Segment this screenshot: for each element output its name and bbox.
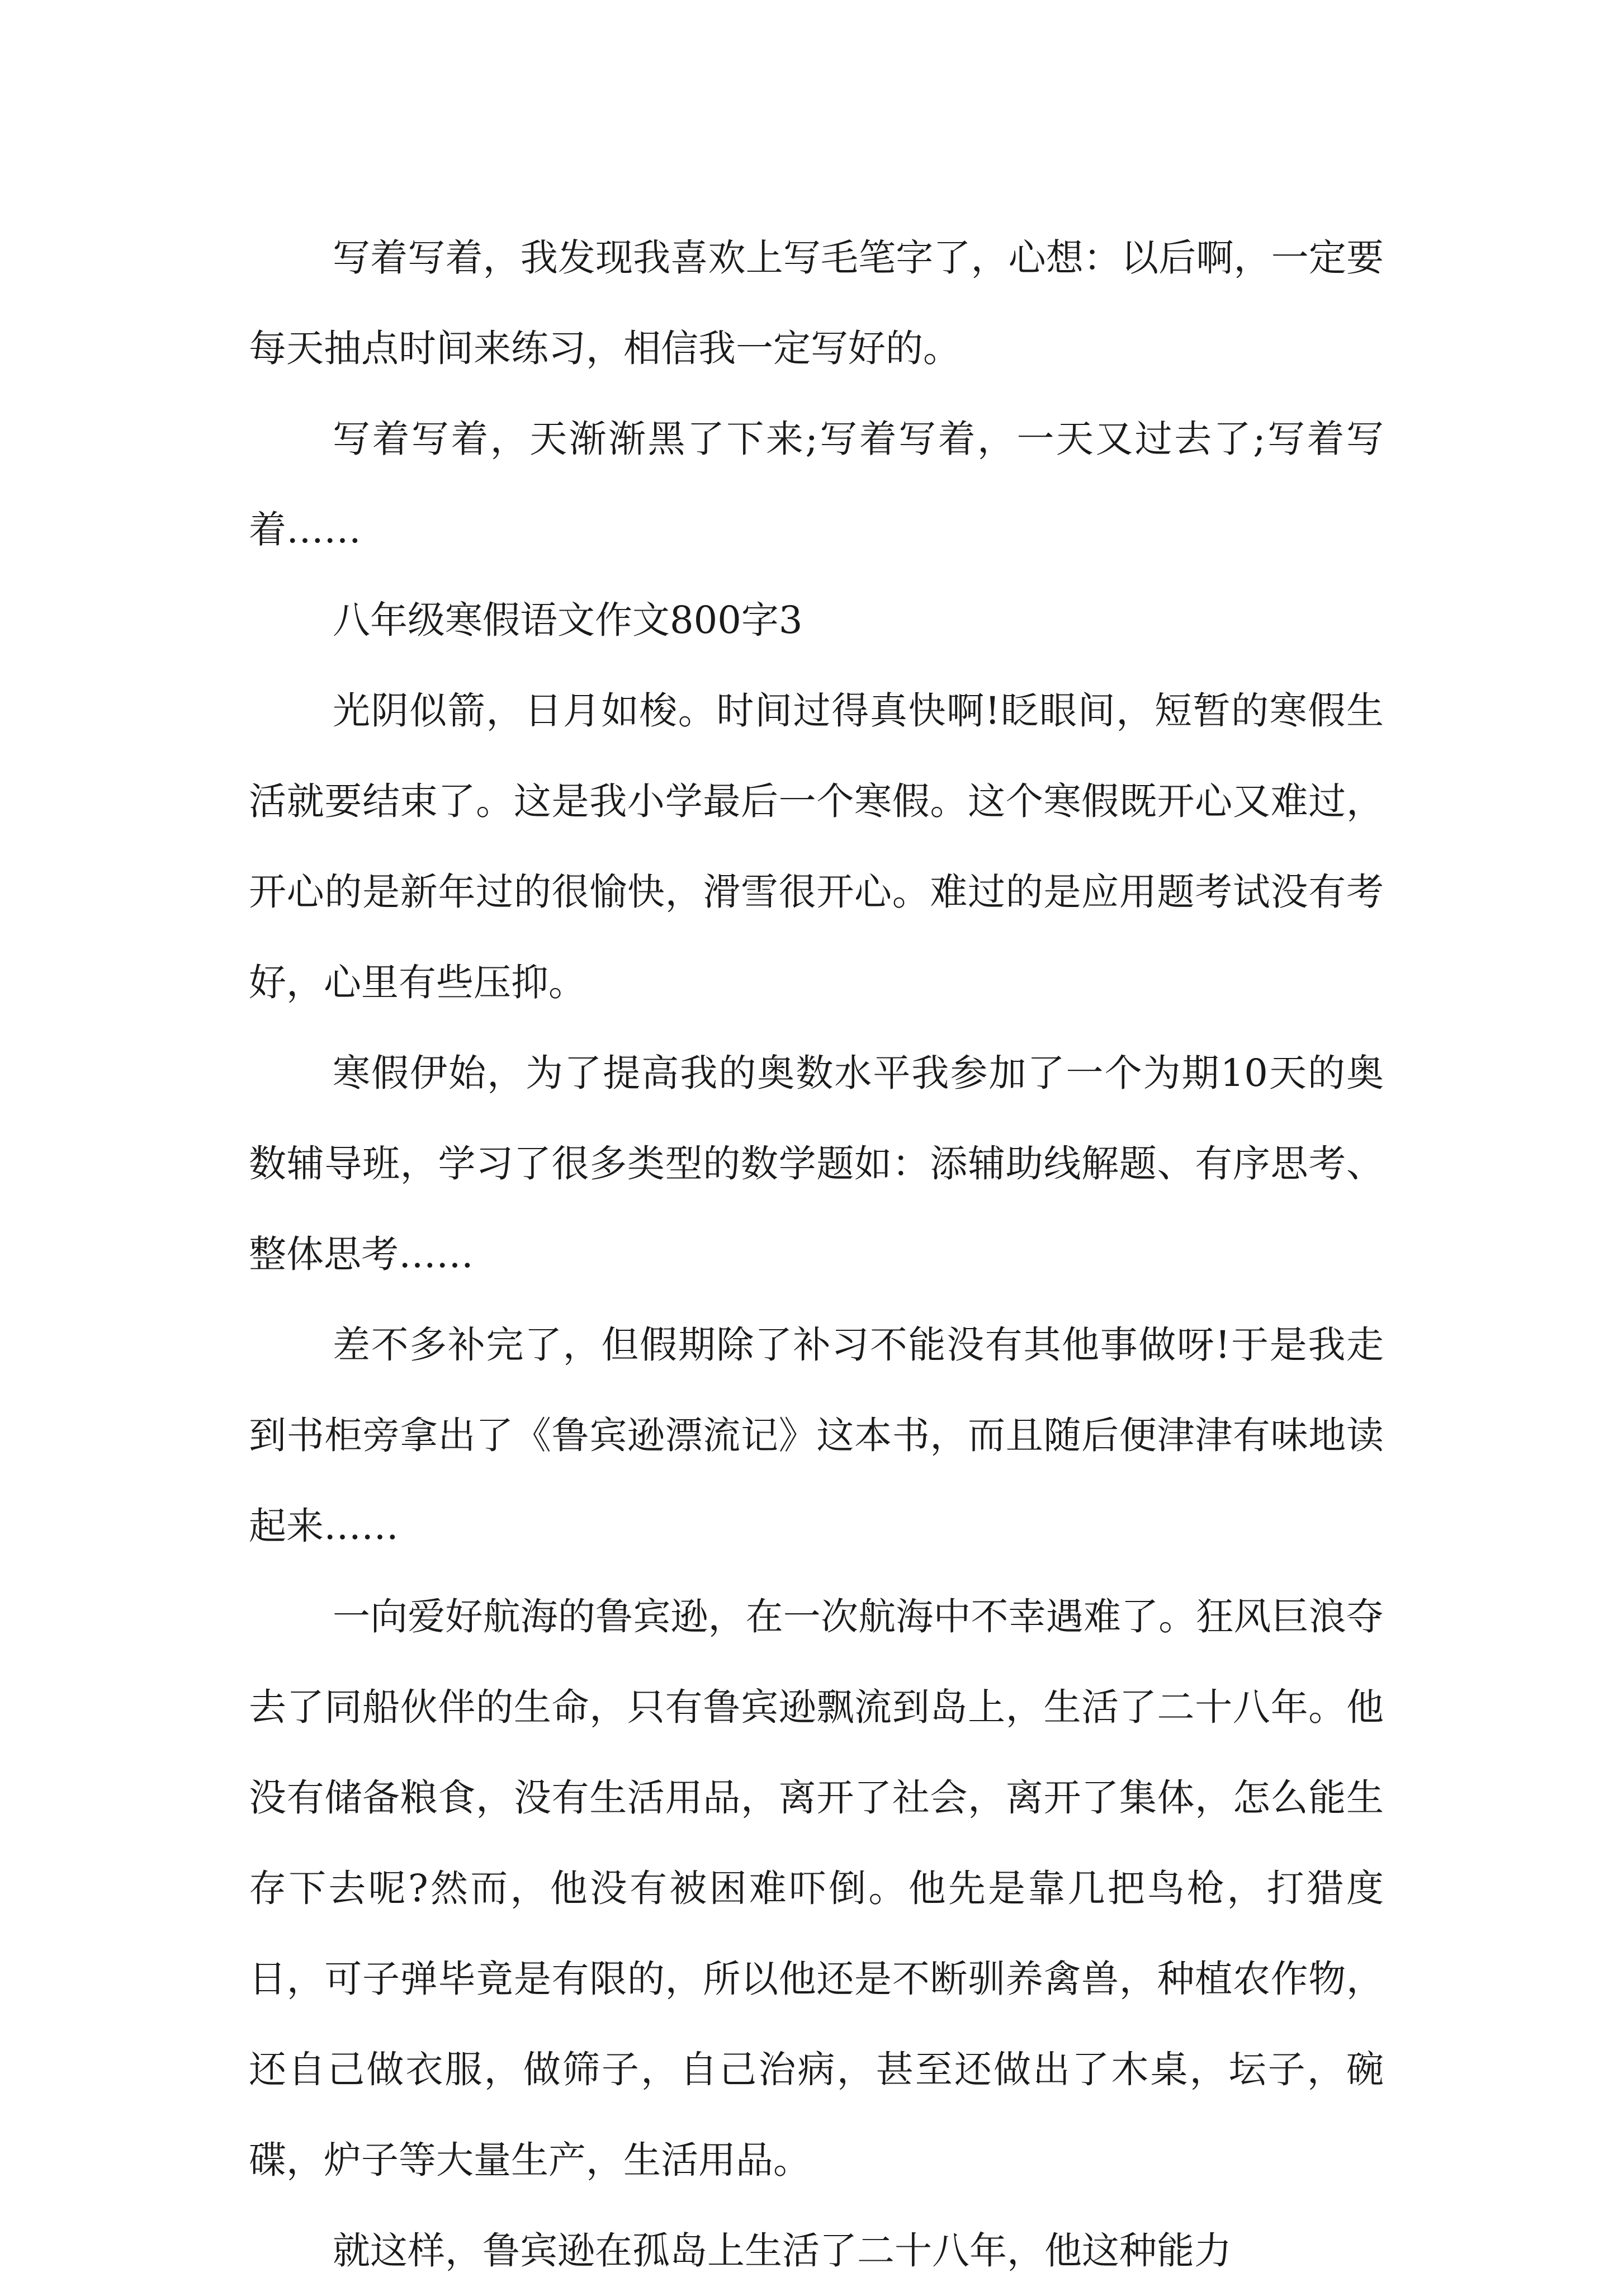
paragraph: 就这样，鲁宾逊在孤岛上生活了二十八年，他这种能力: [333, 2229, 1232, 2273]
paragraph: 写着写着，我发现我喜欢上写毛笔字了，心想：以后啊，一定要每天抽点时间来练习，相信我一定写好的。: [249, 236, 1384, 370]
document-page: [249, 212, 1384, 2296]
paragraph: 写着写着，天渐渐黑了下来;写着写着，一天又过去了;写着写着……: [249, 417, 1384, 551]
paragraph: 光阴似箭，日月如梭。时间过得真快啊!眨眼间，短暂的寒假生活就要结束了。这是我小学最后一个寒假。这个寒假既开心又难过，开心的是新年过的很愉快，滑雪很开心。难过的是应用题考试没有考好，心里有些压抑。: [249, 689, 1384, 1004]
paragraph: 一向爱好航海的鲁宾逊，在一次航海中不幸遇难了。狂风巨浪夺去了同船伙伴的生命，只有鲁宾逊飘流到岛上，生活了二十八年。他没有储备粮食，没有生活用品，离开了社会，离开了集体，怎么能生存下去呢?然而，他没有被困难吓倒。他先是靠几把鸟枪，打猎度日，可子弹毕竟是有限的，所以他还是不断驯养禽兽，种植农作物，还自己做衣服，做筛子，自己治病，甚至还做出了木桌，坛子，碗碟，炉子等大量生产，生活用品。: [249, 1595, 1384, 2182]
section-heading: 八年级寒假语文作文800字3: [333, 598, 803, 642]
paragraph: 差不多补完了，但假期除了补习不能没有其他事做呀!于是我走到书柜旁拿出了《鲁宾逊漂流记》这本书，而且随后便津津有味地读起来……: [249, 1323, 1384, 1548]
paragraph: 寒假伊始，为了提高我的奥数水平我参加了一个为期10天的奥数辅导班，学习了很多类型的数学题如：添辅助线解题、有序思考、整体思考……: [249, 1051, 1384, 1276]
